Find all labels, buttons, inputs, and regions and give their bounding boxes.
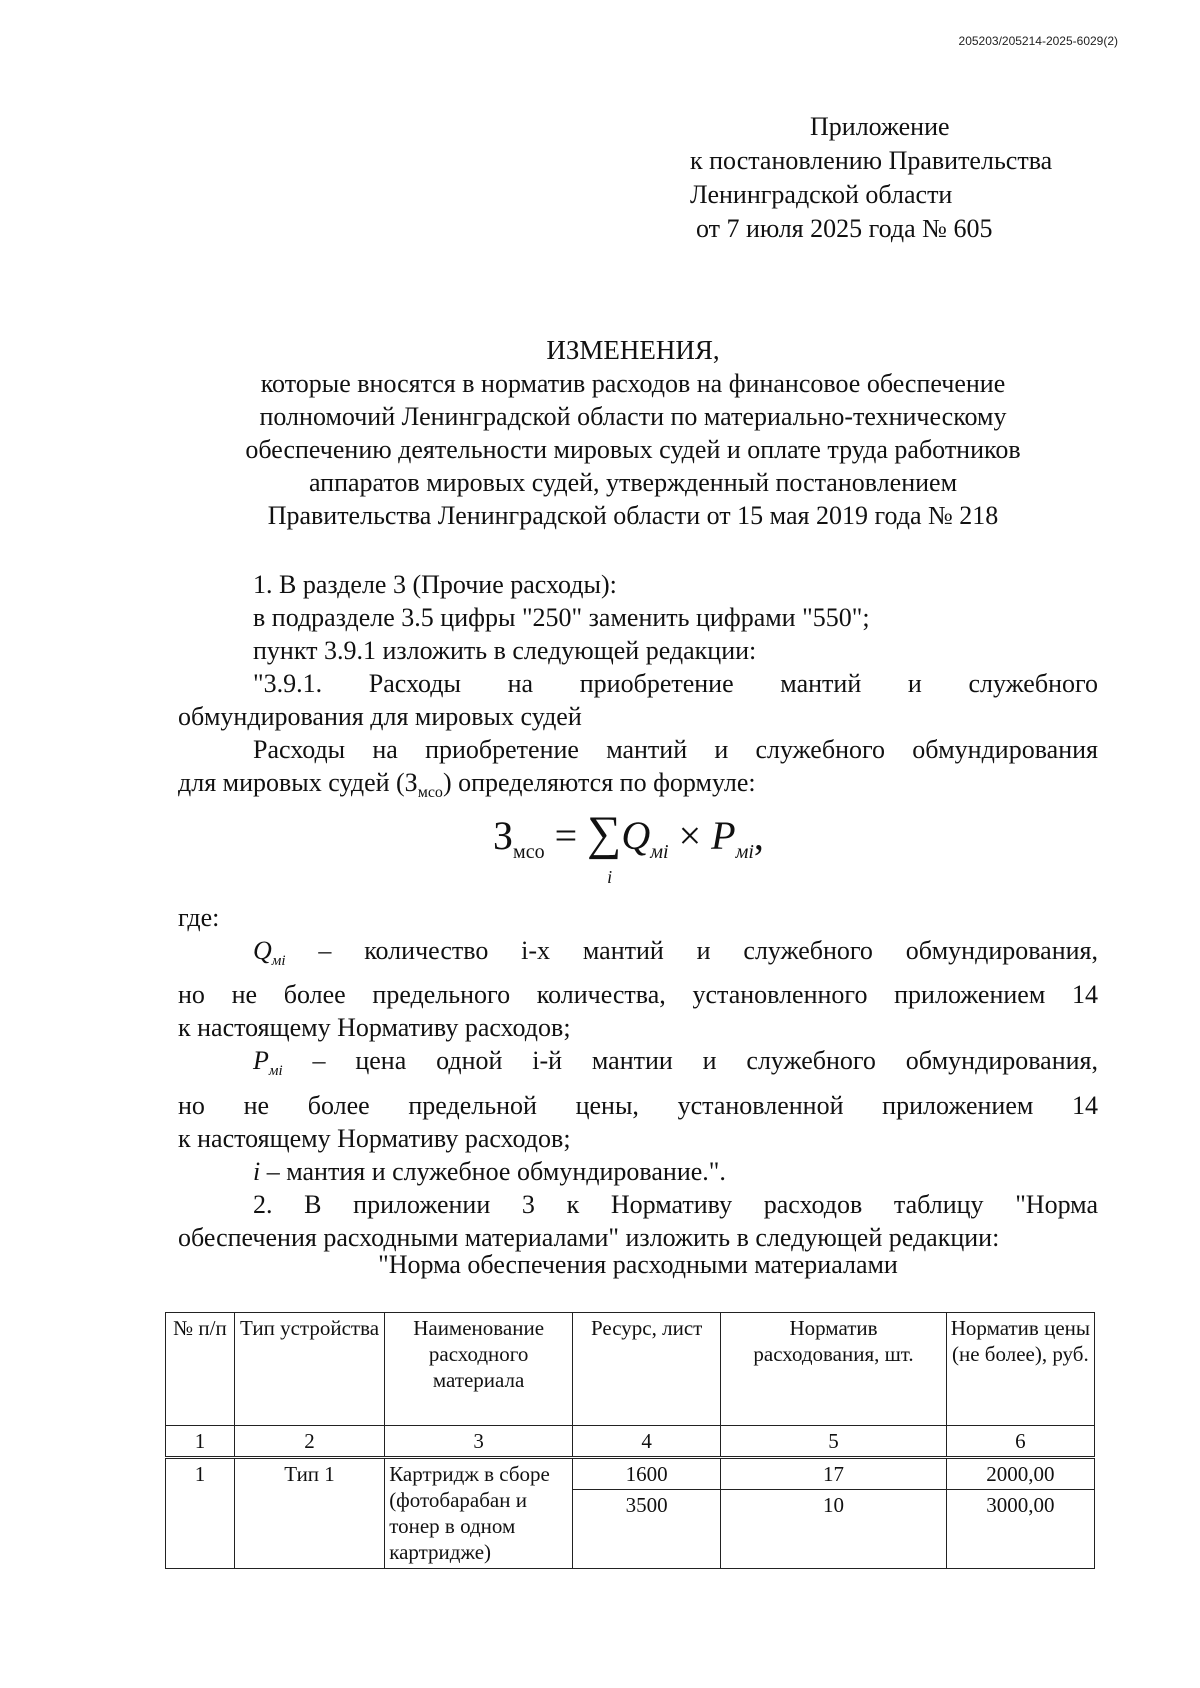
- sum-sign: ∑: [587, 807, 622, 861]
- var-symbol: P: [253, 1046, 269, 1076]
- table-cell: 17: [721, 1458, 946, 1490]
- paragraph: но не более предельной цены, установленной приложением 14: [178, 1090, 1098, 1120]
- paragraph: [178, 1155, 1098, 1188]
- paragraph: "3.9.1. Расходы на приобретение мантий и служебного: [253, 669, 1098, 698]
- paragraph: к настоящему Нормативу расходов;: [178, 1013, 571, 1043]
- table-cell: 10: [721, 1490, 946, 1569]
- text: для мировых судей (З: [178, 768, 418, 797]
- document-title: [160, 334, 1106, 532]
- column-header: Тип устройства: [234, 1313, 384, 1426]
- table-cell: Тип 1: [234, 1458, 384, 1569]
- paragraph: 1. В разделе 3 (Прочие расходы):: [253, 570, 617, 599]
- document-id: 205203/205214-2025-6029(2): [958, 34, 1118, 48]
- paragraph: [178, 1044, 1098, 1088]
- title-line: аппаратов мировых судей, утвержденный постановлением: [308, 468, 958, 497]
- table-cell: Картридж в сборе (фотобарабан и тонер в одном картридже): [385, 1458, 573, 1569]
- formula-p-sub: мi: [735, 841, 754, 864]
- paragraph: но не более предельного количества, установленного приложением 14: [178, 980, 1098, 1010]
- table-cell: 2000,00: [946, 1458, 1094, 1490]
- supplies-norm-table: [165, 1312, 1095, 1569]
- title-line: Правительства Ленинградской области от 15 мая 2019 года № 218: [267, 501, 999, 530]
- title-heading: ИЗМЕНЕНИЯ,: [546, 335, 720, 365]
- subscript: мсо: [417, 784, 443, 802]
- column-header: Наименование расходного материала: [385, 1313, 573, 1426]
- formula-lhs-sub: мсо: [513, 841, 545, 864]
- table-cell: 1: [166, 1458, 235, 1569]
- appendix-header: [690, 110, 1052, 246]
- document-body: [178, 568, 1098, 1254]
- var-sub: мi: [271, 953, 286, 970]
- formula-end: ,: [753, 813, 764, 859]
- text: – мантия и служебное обмундирование.".: [260, 1156, 726, 1186]
- table-header-row: [166, 1313, 1095, 1426]
- appendix-line: от 7 июля 2025 года № 605: [696, 214, 993, 243]
- table-cell: 2: [234, 1426, 384, 1458]
- table-title: "Норма обеспечения расходными материалами: [378, 1250, 898, 1279]
- table-cell: 4: [573, 1426, 721, 1458]
- paragraph: Расходы на приобретение мантий и служебного обмундирования: [253, 735, 1098, 764]
- appendix-line: к постановлению Правительства: [690, 146, 1053, 175]
- formula-q: Q: [621, 813, 651, 859]
- paragraph: [178, 766, 1098, 809]
- cost-formula: [493, 807, 764, 888]
- paragraph: пункт 3.9.1 изложить в следующей редакции:: [253, 636, 757, 665]
- paragraph: где:: [178, 903, 220, 933]
- text: ) определяются по формуле:: [442, 768, 756, 797]
- title-line: которые вносятся в норматив расходов на финансовое обеспечение: [260, 369, 1006, 398]
- formula-p: P: [711, 813, 736, 859]
- var-symbol: Q: [253, 936, 272, 966]
- table-cell: 5: [721, 1426, 946, 1458]
- table-cell: 3500: [573, 1490, 721, 1569]
- column-header: № п/п: [166, 1313, 235, 1426]
- formula-times: ×: [668, 813, 712, 859]
- appendix-line: Ленинградской области: [690, 180, 953, 209]
- var-sub: мi: [268, 1063, 283, 1080]
- appendix-line: Приложение: [810, 112, 950, 141]
- formula-lhs: З: [493, 813, 514, 859]
- paragraph: в подразделе 3.5 цифры "250" заменить цифрами "550";: [253, 603, 870, 632]
- table-cell: 6: [946, 1426, 1094, 1458]
- table-index-row: [166, 1426, 1095, 1458]
- var-symbol: i: [253, 1156, 261, 1186]
- table-cell: 3000,00: [946, 1490, 1094, 1569]
- column-header: Норматив цены (не более), руб.: [946, 1313, 1094, 1426]
- paragraph: к настоящему Нормативу расходов;: [178, 1123, 571, 1153]
- paragraph: обеспечения расходными материалами" изложить в следующей редакции:: [178, 1222, 1000, 1252]
- table-cell: 1600: [573, 1458, 721, 1490]
- paragraph: 2. В приложении 3 к Нормативу расходов таблицу "Норма: [253, 1189, 1098, 1219]
- title-line: полномочий Ленинградской области по материально-техническому: [259, 402, 1007, 431]
- column-header: Ресурс, лист: [573, 1313, 721, 1426]
- formula-eq: =: [544, 813, 588, 859]
- table-cell: 3: [385, 1426, 573, 1458]
- column-header: Норматив расходования, шт.: [721, 1313, 946, 1426]
- text: – количество i-х мантий и служебного обмундирования,: [285, 936, 1098, 966]
- sum-index: i: [607, 867, 613, 888]
- formula-q-sub: мi: [650, 841, 669, 864]
- table-cell: 1: [166, 1426, 235, 1458]
- sum-symbol: [587, 807, 622, 888]
- text: – цена одной i-й мантии и служебного обмундирования,: [282, 1046, 1098, 1076]
- formula-row: [178, 809, 1098, 901]
- paragraph: [178, 934, 1098, 978]
- paragraph: обмундирования для мировых судей: [178, 702, 582, 731]
- table-row: [166, 1458, 1095, 1490]
- title-line: обеспечению деятельности мировых судей и оплате труда работников: [245, 435, 1021, 464]
